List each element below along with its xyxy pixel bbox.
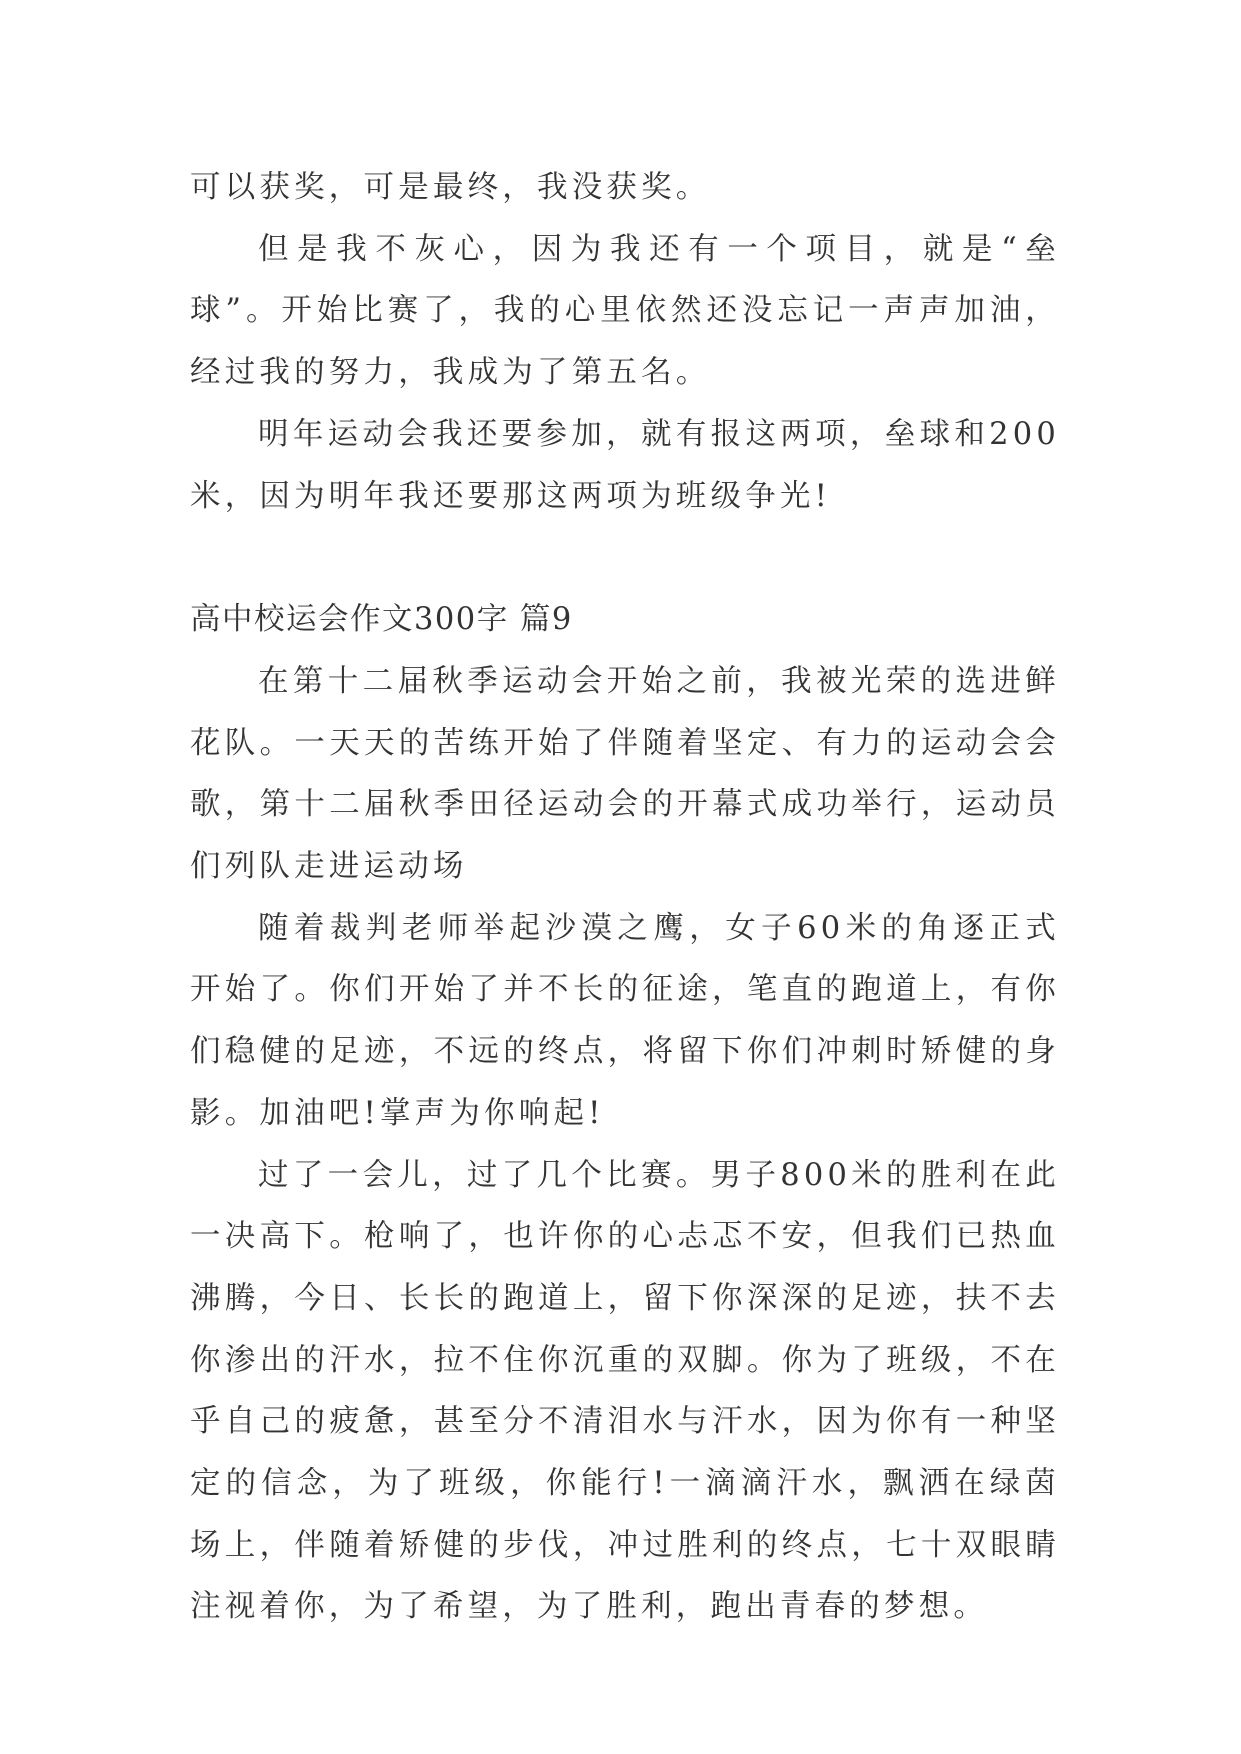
paragraph-4: 在第十二届秋季运动会开始之前，我被光荣的选进鲜花队。一天天的苦练开始了伴随着坚定、有力的运动会会歌，第十二届秋季田径运动会的开幕式成功举行，运动员们列队走进运动场 — [190, 663, 1060, 885]
section-heading: 高中校运会作文300字 篇9 — [190, 602, 573, 638]
paragraph-2: 但是我不灰心，因为我还有一个项目，就是“垒球”。开始比赛了，我的心里依然还没忘记一声声加油，经过我的努力，我成为了第五名。 — [190, 231, 1060, 391]
document-body — [190, 157, 1060, 1638]
paragraph-1: 可以获奖，可是最终，我没获奖。 — [190, 170, 711, 205]
paragraph-6: 过了一会儿，过了几个比赛。男子800米的胜利在此一决高下。枪响了，也许你的心忐忑不安，但我们已热血沸腾，今日、长长的跑道上，留下你深深的足迹，扶不去你渗出的汗水，拉不住你沉重的双脚。你为了班级，不在乎自己的疲惫，甚至分不清泪水与汗水，因为你有一种坚定的信念，为了班级，你能行!一滴滴汗水，飘洒在绿茵场上，伴随着矫健的步伐，冲过胜利的终点，七十双眼睛注视着你，为了希望，为了胜利，跑出青春的梦想。 — [190, 1157, 1060, 1625]
paragraph-5: 随着裁判老师举起沙漠之鹰，女子60米的角逐正式开始了。你们开始了并不长的征途，笔直的跑道上，有你们稳健的足迹，不远的终点，将留下你们冲刺时矫健的身影。加油吧!掌声为你响起! — [190, 910, 1060, 1131]
paragraph-3: 明年运动会我还要参加，就有报这两项，垒球和200米，因为明年我还要那这两项为班级争光! — [190, 416, 1060, 514]
